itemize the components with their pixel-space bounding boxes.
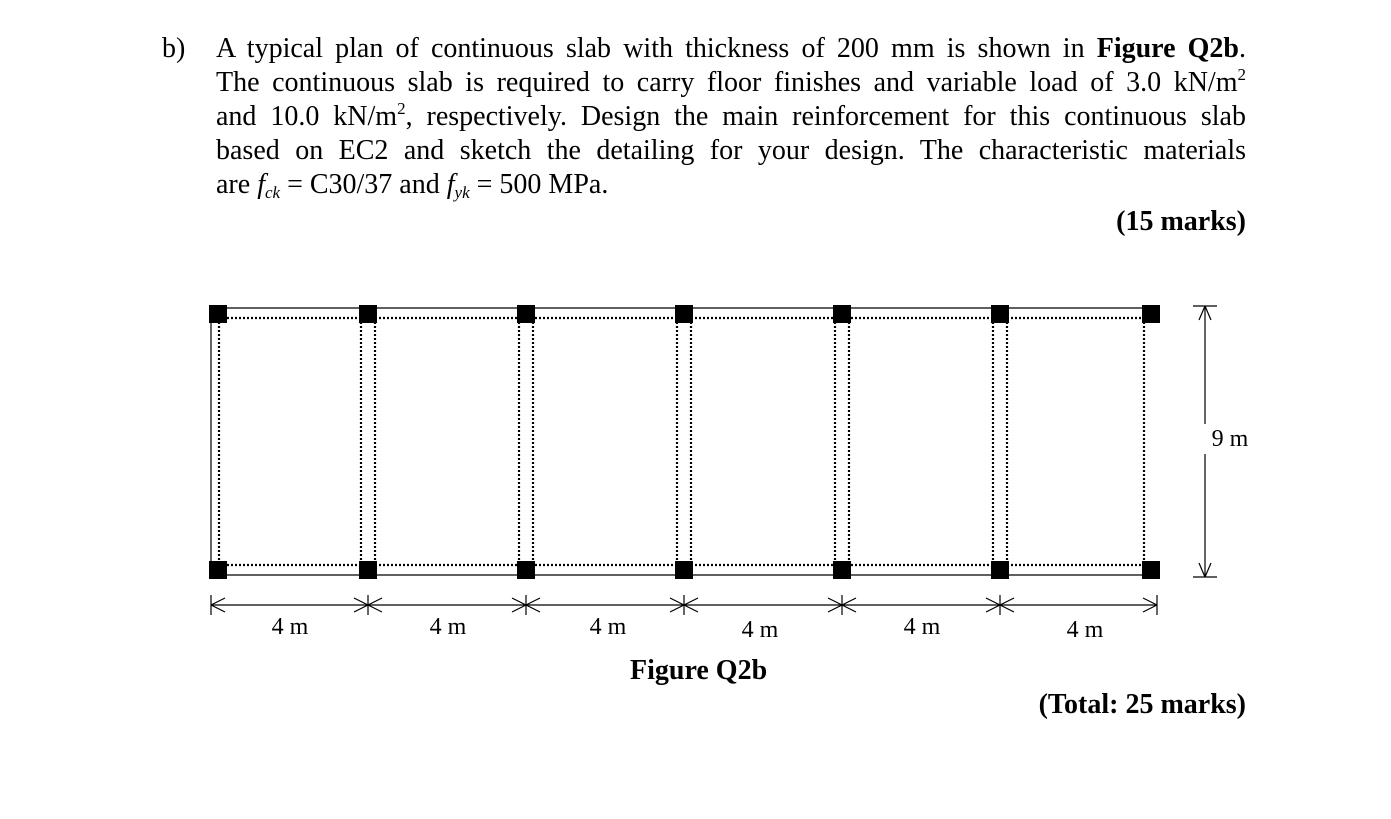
question-line-4: based on EC2 and sketch the detailing for your design. The characteristic materials [216, 135, 1246, 166]
column-square [359, 561, 377, 579]
fck-symbol: $f_{ck}$ [257, 169, 281, 202]
arrowhead [842, 605, 856, 612]
arrowhead [211, 598, 225, 605]
arrowhead [354, 598, 368, 605]
column-square [517, 561, 535, 579]
question-line-1: A typical plan of continuous slab with thickness of 200 mm is shown in Figure Q2b. [216, 33, 1247, 64]
arrowhead [986, 605, 1000, 612]
span-label: 4 m [1066, 617, 1104, 643]
arrowhead [1205, 306, 1211, 320]
arrowhead [526, 605, 540, 612]
total-marks: (Total: 25 marks) [1038, 689, 1246, 720]
arrowhead [512, 598, 526, 605]
column-square [833, 561, 851, 579]
arrowhead [670, 598, 684, 605]
label-gap [1201, 424, 1209, 454]
column-square [991, 561, 1009, 579]
span-label: 4 m [589, 614, 627, 640]
arrowhead [1143, 598, 1157, 605]
question-label: b) [162, 33, 186, 64]
arrowhead [842, 598, 856, 605]
arrowhead [1000, 605, 1014, 612]
dimension-labels [272, 426, 1249, 643]
arrowhead [526, 598, 540, 605]
span-label: 4 m [741, 617, 779, 643]
arrowhead [1205, 563, 1211, 577]
arrowhead [1199, 563, 1205, 577]
column-square [359, 305, 377, 323]
column-square [517, 305, 535, 323]
fyk-symbol: $f_{yk}$ [446, 169, 470, 202]
span-label: 4 m [903, 614, 941, 640]
arrowhead [354, 605, 368, 612]
arrowhead [512, 605, 526, 612]
question-line-2: The continuous slab is required to carry floor finishes and variable load of 3.0 $kN/m^2$ [216, 65, 1246, 98]
column-square [209, 561, 227, 579]
column-square [1142, 305, 1160, 323]
column-square [833, 305, 851, 323]
arrowhead [211, 605, 225, 612]
arrowhead [368, 598, 382, 605]
arrowhead [1143, 605, 1157, 612]
column-square [991, 305, 1009, 323]
arrowhead [1000, 598, 1014, 605]
arrowhead [828, 598, 842, 605]
arrowhead [986, 598, 1000, 605]
span-label: 4 m [429, 614, 467, 640]
question-marks: (15 marks) [1116, 206, 1246, 237]
arrowhead [684, 598, 698, 605]
arrowhead [828, 605, 842, 612]
arrowhead [670, 605, 684, 612]
arrowhead [1199, 306, 1205, 320]
columns [209, 305, 1160, 579]
arrowhead [684, 605, 698, 612]
column-square [209, 305, 227, 323]
arrowhead [368, 605, 382, 612]
slab-outline [211, 308, 1151, 575]
column-square [1142, 561, 1160, 579]
figure-reference: Figure Q2b [1096, 33, 1240, 64]
height-label: 9 m [1211, 426, 1249, 452]
figure-caption: Figure Q2b [630, 655, 768, 686]
question-line-3: and 10.0 $kN/m^2$, respectively. Design the main reinforcement for this continuous slab [216, 99, 1246, 132]
span-label: 4 m [271, 614, 309, 640]
column-square [675, 305, 693, 323]
question-line-5: are $f_{ck} = C30/37$ and $f_{yk} = 500$ MPa. [216, 169, 609, 202]
column-square [675, 561, 693, 579]
